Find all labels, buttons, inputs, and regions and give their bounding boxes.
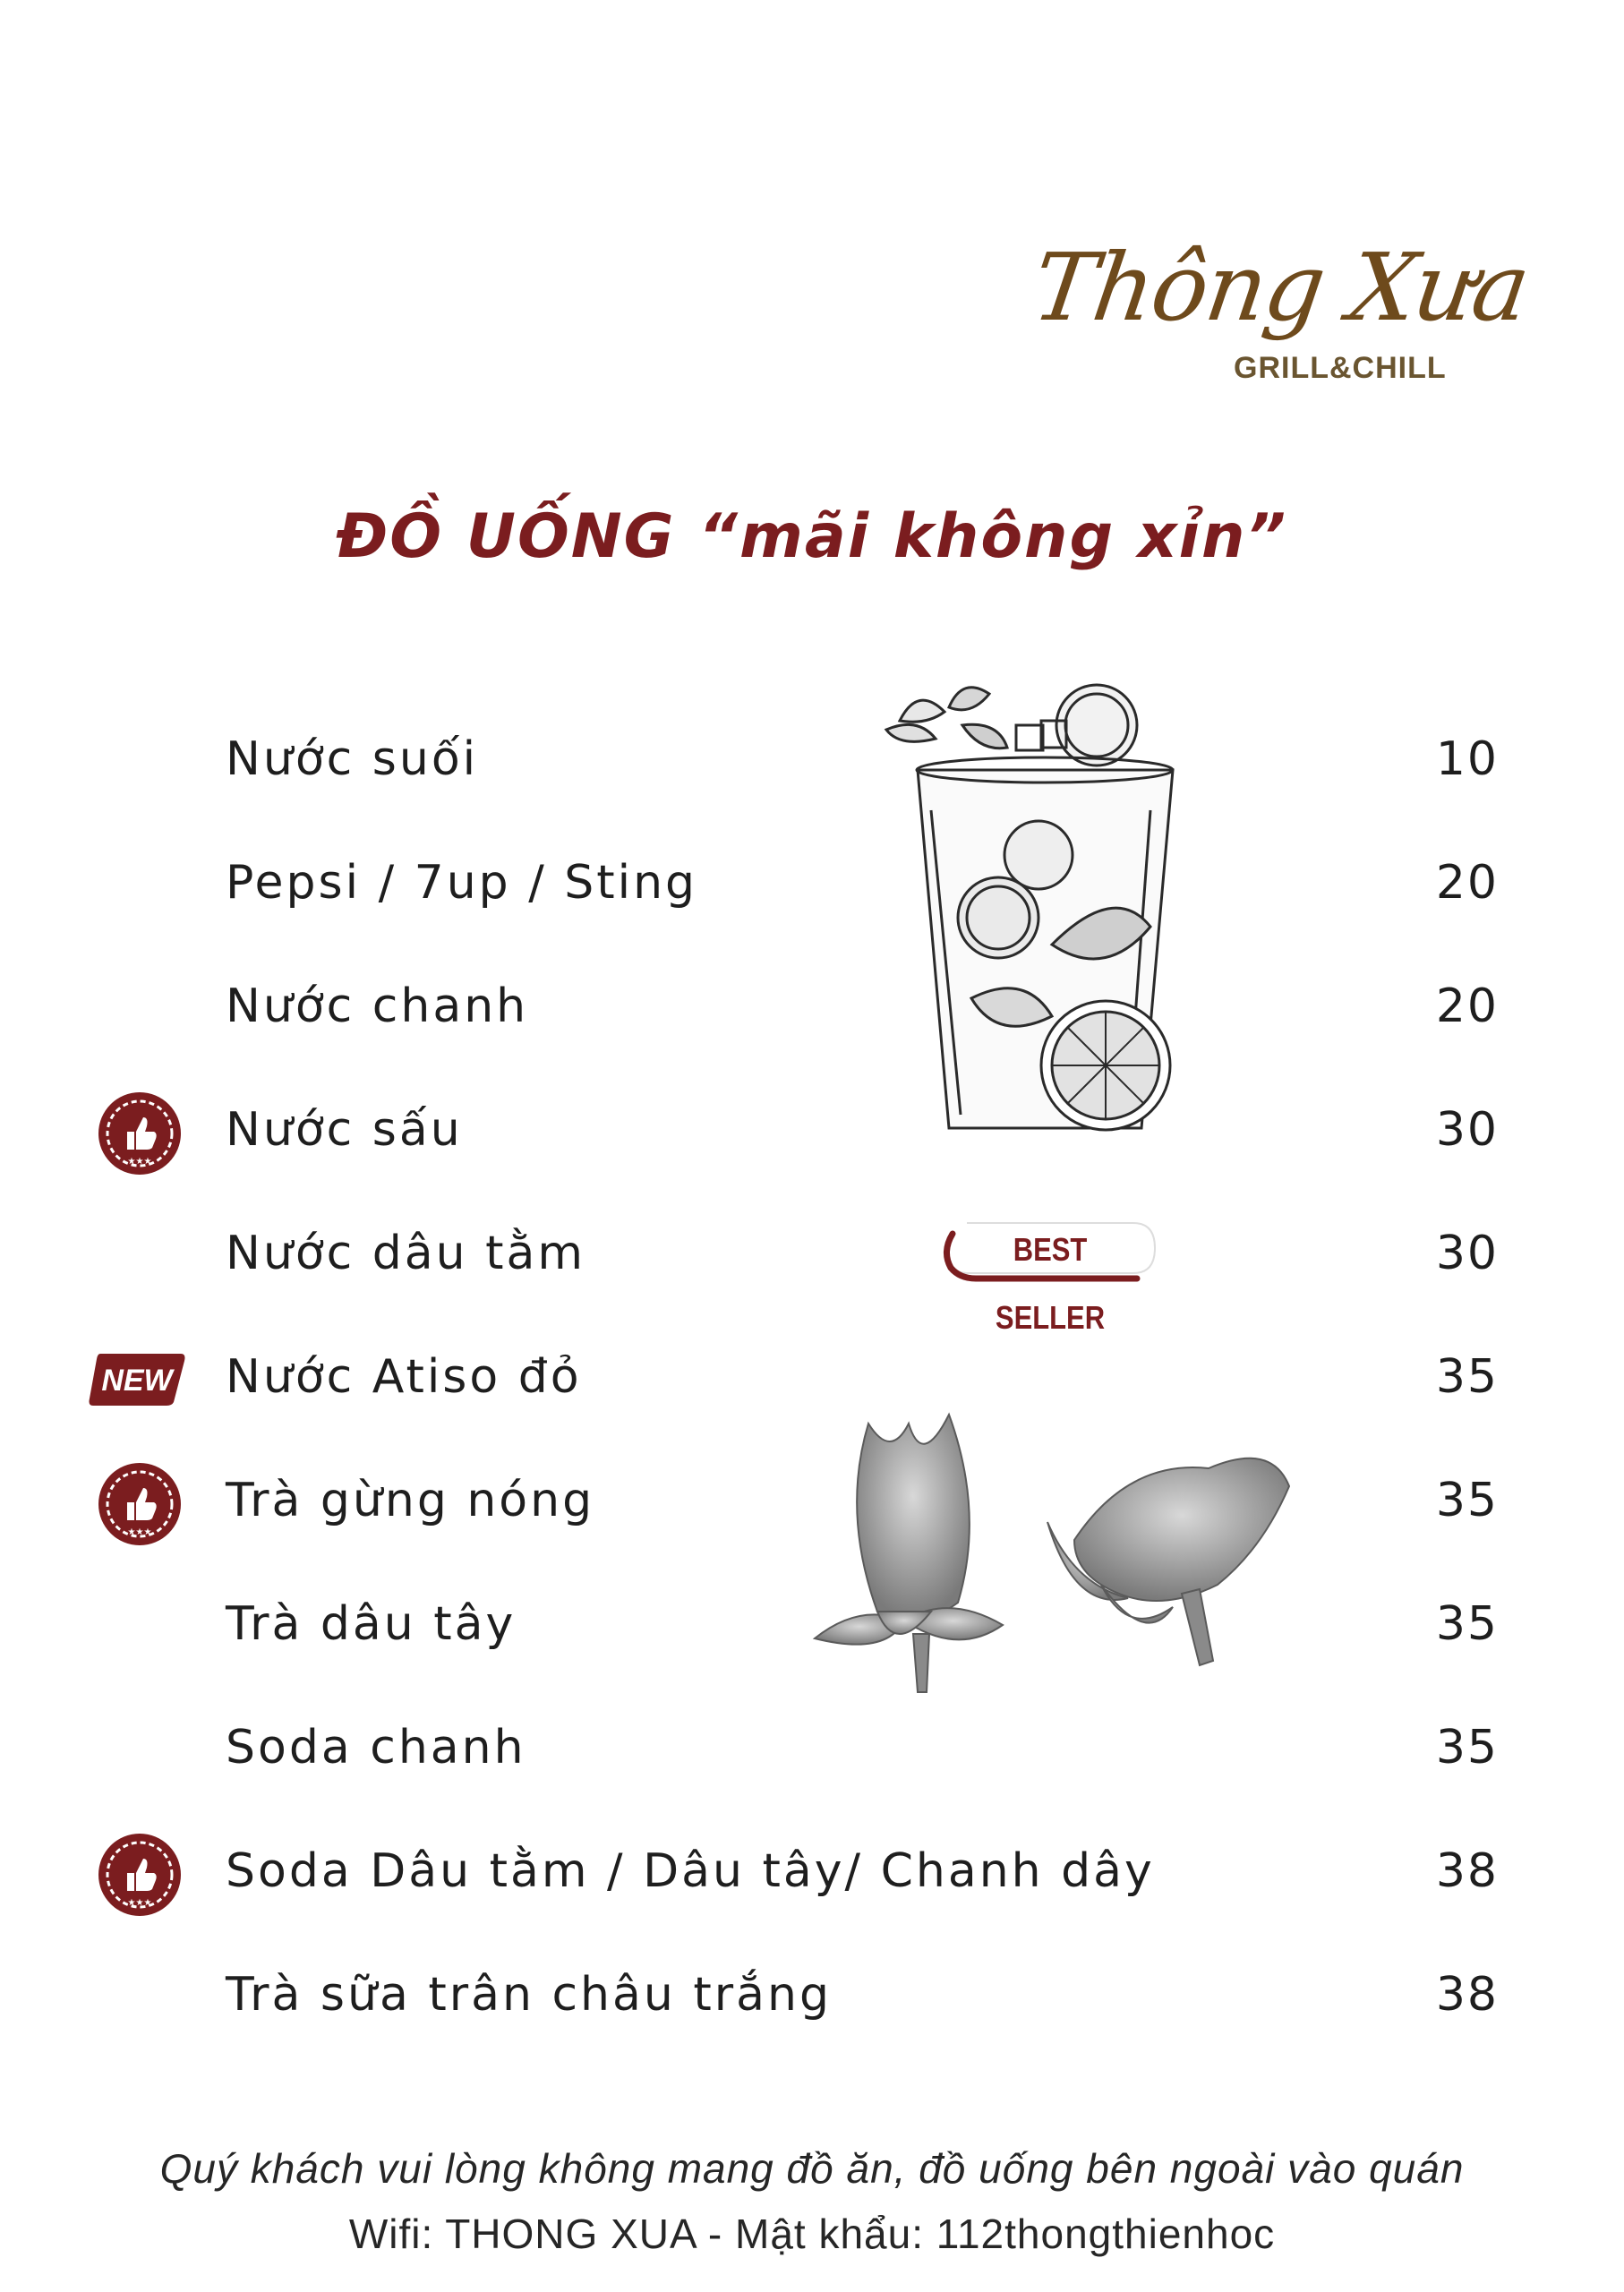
menu-item-price: 20 — [1435, 856, 1499, 910]
thumbs-up-seal-icon — [97, 1461, 183, 1547]
menu-item-price: 30 — [1435, 1227, 1499, 1280]
menu-item-name: Trà gừng nóng — [226, 1474, 595, 1527]
brand-logo — [1026, 233, 1535, 394]
menu-item — [0, 716, 1624, 806]
menu-item-name: Nước sấu — [226, 1103, 463, 1157]
menu-item — [0, 1210, 1624, 1336]
svg-text:★★★: ★★★ — [127, 1157, 152, 1167]
menu-item — [0, 963, 1624, 1053]
menu-item-price: 35 — [1435, 1597, 1499, 1651]
svg-text:★★★: ★★★ — [127, 1898, 152, 1908]
menu-item-name: Soda chanh — [226, 1721, 526, 1775]
menu-item — [0, 1087, 1624, 1176]
menu-item-name: Nước dâu tằm — [226, 1227, 586, 1280]
menu-item-price: 38 — [1435, 1844, 1499, 1898]
menu-item-name: Trà sữa trân châu trắng — [226, 1968, 832, 2022]
menu-item-price: 20 — [1435, 979, 1499, 1033]
menu-item-price: 38 — [1435, 1968, 1499, 2022]
best-seller-label: BEST SELLER — [995, 1231, 1106, 1336]
svg-text:★★★: ★★★ — [127, 1527, 152, 1537]
menu-item-price: 35 — [1435, 1474, 1499, 1527]
menu-item — [0, 1581, 1624, 1671]
menu-item-name: Trà dâu tây — [226, 1597, 517, 1651]
menu-item-name: Soda Dâu tằm / Dâu tây/ Chanh dây — [226, 1844, 1155, 1898]
menu-item-name: Nước suối — [226, 732, 479, 786]
footer-wifi: Wifi: THONG XUA - Mật khẩu: 112thongthienhoc — [348, 2211, 1276, 2257]
menu-item-price: 35 — [1435, 1721, 1499, 1775]
menu-item-price: 10 — [1435, 732, 1499, 786]
menu-item — [0, 840, 1624, 929]
footer-note: Quý khách vui lòng không mang đồ ăn, đồ uống bên ngoài vào quán — [159, 2145, 1465, 2192]
page-title: ĐỒ UỐNG “mãi không xỉn” — [336, 501, 1288, 572]
menu-item-name: Nước Atiso đỏ — [226, 1350, 582, 1404]
menu-item — [0, 1334, 1624, 1424]
menu-item-name: Pepsi / 7up / Sting — [226, 856, 698, 910]
menu-item-name: Nước chanh — [226, 979, 529, 1033]
menu-item — [0, 1705, 1624, 1794]
menu-item — [0, 1458, 1624, 1547]
menu-item — [0, 1828, 1624, 1918]
brand-tagline: GRILL&CHILL — [1234, 351, 1447, 385]
menu-item-price: 30 — [1435, 1103, 1499, 1157]
new-badge — [88, 1352, 186, 1407]
brand-name: Thông Xưa — [1026, 233, 1535, 342]
menu-item-price: 35 — [1435, 1350, 1499, 1404]
thumbs-up-seal-icon — [97, 1832, 183, 1918]
menu-item — [0, 1952, 1624, 2041]
new-badge-label: NEW — [101, 1364, 173, 1398]
thumbs-up-seal-icon — [97, 1090, 183, 1176]
